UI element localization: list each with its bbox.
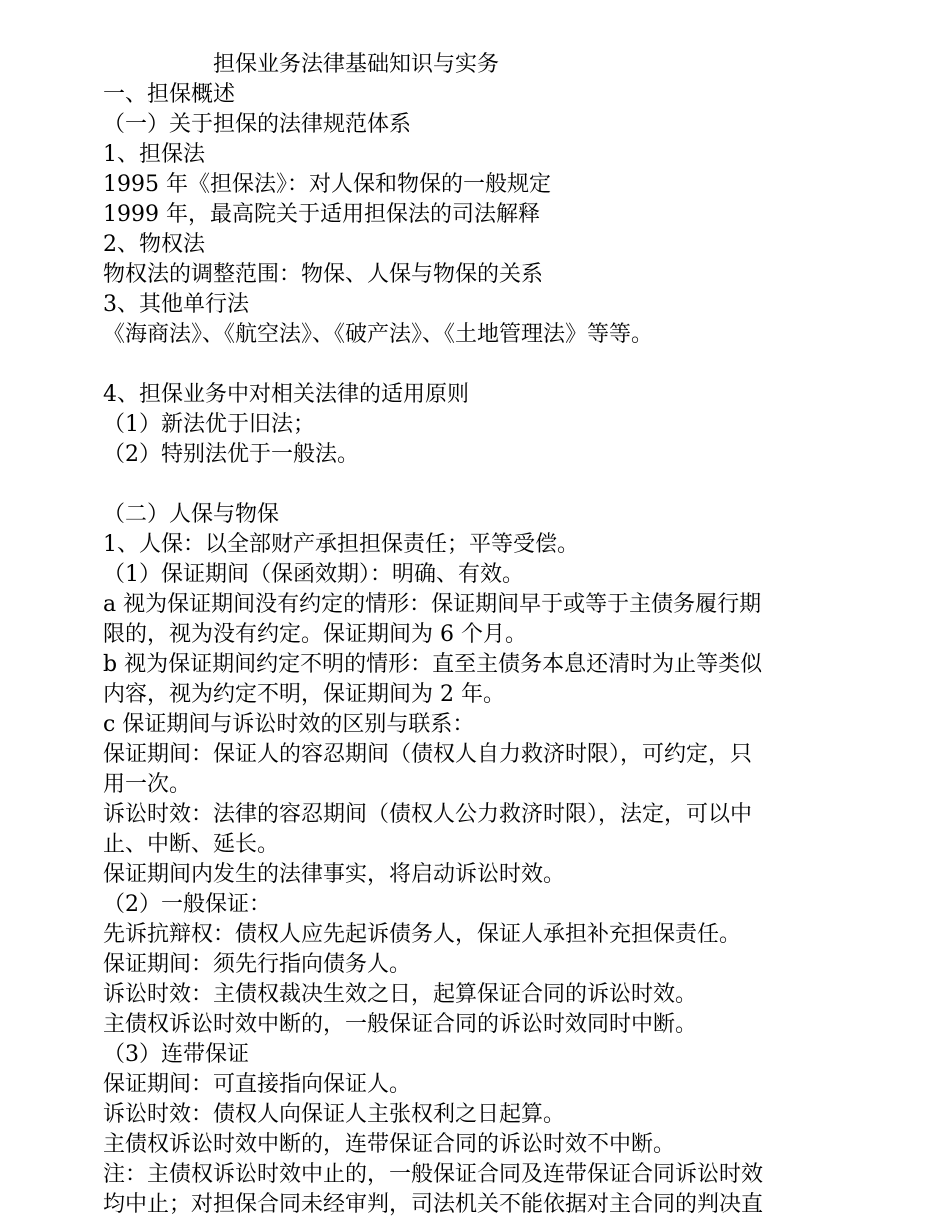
text-line: 诉讼时效：主债权裁决生效之日，起算保证合同的诉讼时效。: [103, 982, 698, 1007]
text-line: 诉讼时效：法律的容忍期间（债权人公力救济时限），法定，可以中: [103, 802, 753, 827]
text-line: （1）新法优于旧法；: [103, 412, 315, 437]
text-line: 1、人保：以全部财产承担担保责任；平等受偿。: [103, 532, 579, 557]
item-heading: 4、担保业务中对相关法律的适用原则: [103, 382, 469, 407]
text-line: b 视为保证期间约定不明的情形：直至主债务本息还清时为止等类似: [103, 652, 763, 677]
text-line: 诉讼时效：债权人向保证人主张权利之日起算。: [103, 1102, 566, 1127]
text-line: 止、中断、延长。: [103, 832, 280, 857]
text-line: 注：主债权诉讼时效中止的，一般保证合同及连带保证合同诉讼时效: [103, 1162, 764, 1187]
document-body: [103, 50, 851, 1220]
item-heading: 1、担保法: [103, 142, 205, 167]
text-line: 物权法的调整范围：物保、人保与物保的关系: [103, 262, 544, 287]
text-line: （3）连带保证: [103, 1042, 249, 1067]
text-line: 内容，视为约定不明，保证期间为 2 年。: [103, 682, 505, 707]
text-line: 保证期间：须先行指向债务人。: [103, 952, 412, 977]
text-line: 保证期间：保证人的容忍期间（债权人自力救济时限），可约定，只: [103, 742, 753, 767]
subsection-heading: （一）关于担保的法律规范体系: [103, 112, 412, 137]
text-line: （1）保证期间（保函效期）：明确、有效。: [103, 562, 524, 587]
text-line: 均中止；对担保合同未经审判，司法机关不能依据对主合同的判决直: [103, 1192, 764, 1217]
text-line: （2）特别法优于一般法。: [103, 442, 359, 467]
text-line: 主债权诉讼时效中断的，连带保证合同的诉讼时效不中断。: [103, 1132, 676, 1157]
document-title: 担保业务法律基础知识与实务: [213, 52, 500, 77]
text-line: 1999 年，最高院关于适用担保法的司法解释: [103, 202, 540, 227]
subsection-heading: （二）人保与物保: [103, 502, 280, 527]
text-line: 限的，视为没有约定。保证期间为 6 个月。: [103, 622, 527, 647]
item-heading: 2、物权法: [103, 232, 205, 257]
text-line: 保证期间内发生的法律事实，将启动诉讼时效。: [103, 862, 566, 887]
blank-line: [103, 350, 851, 380]
text-line: 主债权诉讼时效中断的，一般保证合同的诉讼时效同时中断。: [103, 1012, 698, 1037]
section-heading: 一、担保概述: [103, 82, 236, 107]
item-heading: 3、其他单行法: [103, 292, 249, 317]
text-line: 《海商法》、《航空法》、《破产法》、《土地管理法》等等。: [103, 322, 654, 347]
text-line: 用一次。: [103, 772, 192, 797]
text-line: 保证期间：可直接指向保证人。: [103, 1072, 412, 1097]
text-line: a 视为保证期间没有约定的情形：保证期间早于或等于主债务履行期: [103, 592, 762, 617]
text-line: 先诉抗辩权：债权人应先起诉债务人，保证人承担补充担保责任。: [103, 922, 742, 947]
text-line: c 保证期间与诉讼时效的区别与联系：: [103, 712, 475, 737]
blank-line: [103, 470, 851, 500]
text-line: （2）一般保证：: [103, 892, 271, 917]
text-line: 1995 年《担保法》：对人保和物保的一般规定: [103, 172, 551, 197]
